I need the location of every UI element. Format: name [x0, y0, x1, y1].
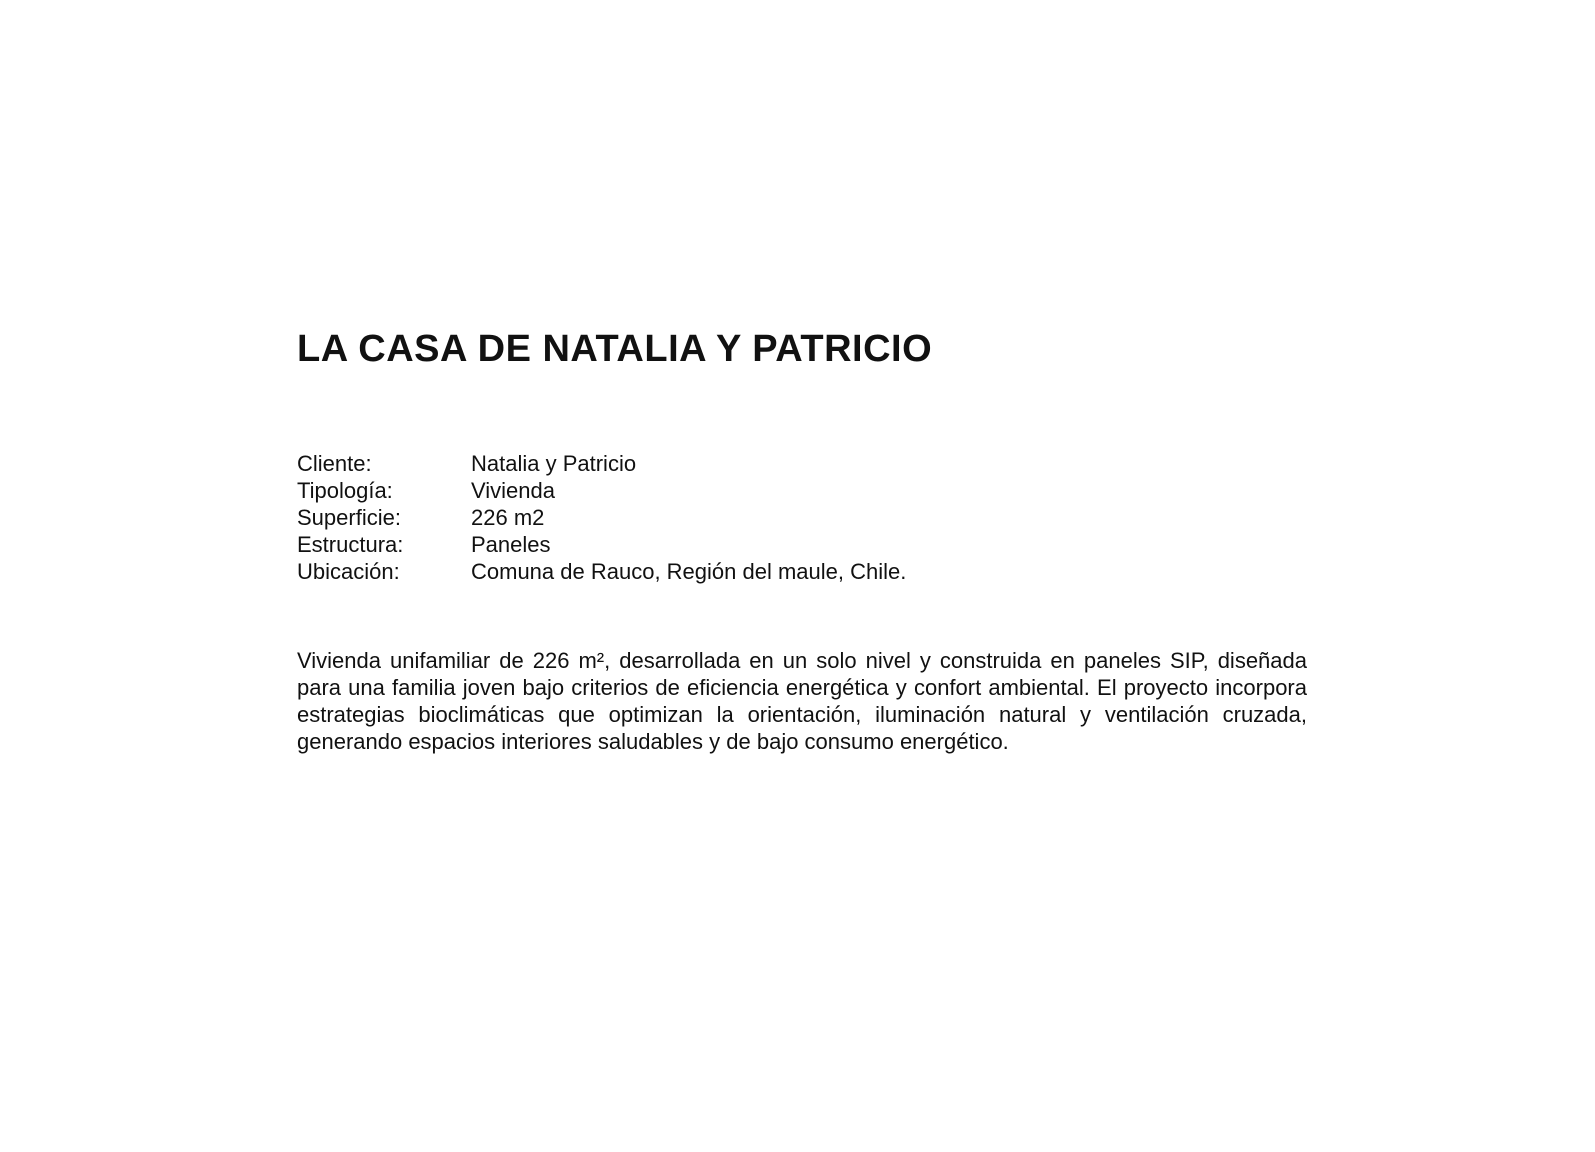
spec-row-tipologia — [297, 477, 906, 504]
spec-label: Superficie: — [297, 505, 401, 530]
spec-label: Tipología: — [297, 478, 393, 503]
spec-row-estructura — [297, 531, 906, 558]
spec-row-cliente — [297, 450, 906, 477]
spec-value: 226 m2 — [471, 505, 545, 530]
spec-label: Ubicación: — [297, 559, 400, 584]
spec-value: Paneles — [471, 532, 551, 557]
project-description: Vivienda unifamiliar de 226 m², desarrollada en un solo nivel y construida en paneles SIP, diseñada para una familia joven bajo criterios de eficiencia energética y confort ambiental. El proyecto incorpora estrategias bioclimáticas que optimizan la orientación, iluminación natural y ventilación cruzada, generando espacios interiores saludables y de bajo consumo energético. — [297, 648, 1307, 754]
spec-value: Comuna de Rauco, Región del maule, Chile. — [471, 559, 907, 584]
page-title: LA CASA DE NATALIA Y PATRICIO — [297, 328, 933, 370]
spec-row-ubicacion — [297, 558, 906, 585]
spec-value: Vivienda — [471, 478, 555, 503]
spec-label: Estructura: — [297, 532, 404, 557]
spec-row-superficie — [297, 504, 906, 531]
spec-label: Cliente: — [297, 451, 372, 476]
spec-value: Natalia y Patricio — [471, 451, 637, 476]
project-specs — [297, 450, 906, 585]
